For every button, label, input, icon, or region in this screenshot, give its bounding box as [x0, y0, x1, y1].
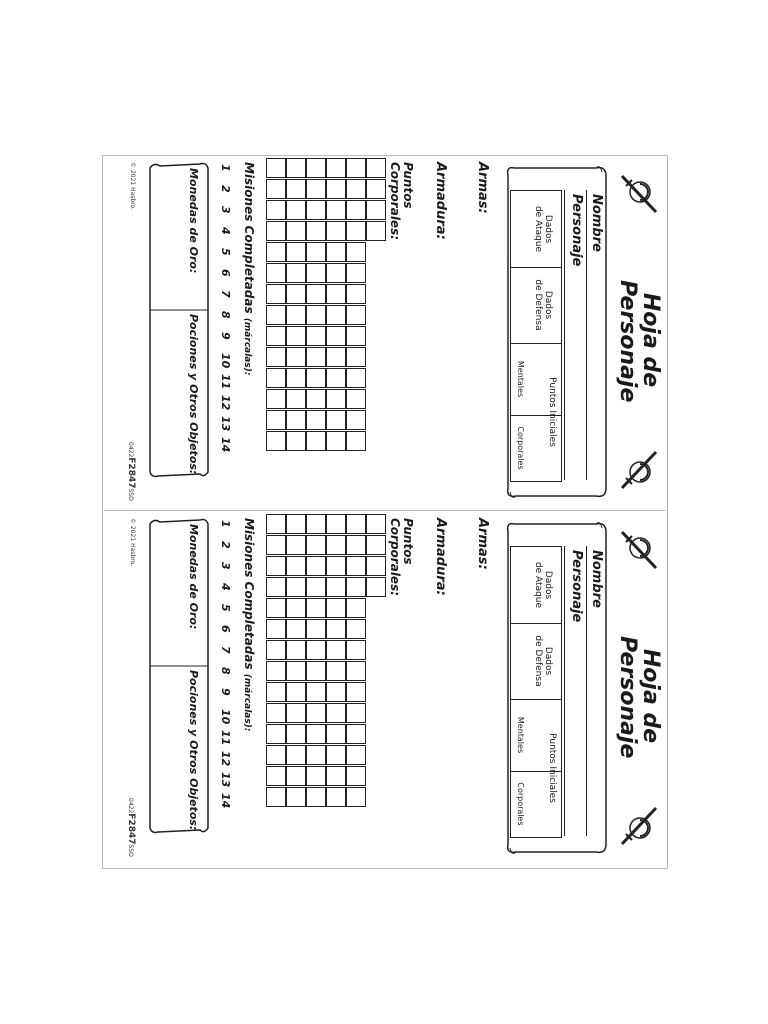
- mission-numbers: [216, 518, 232, 818]
- body-point-box[interactable]: [306, 766, 326, 786]
- body-point-box[interactable]: [266, 158, 286, 178]
- body-point-box[interactable]: [346, 284, 366, 304]
- defensa-cell: [511, 623, 561, 700]
- sheet-rotated: [104, 512, 666, 866]
- body-point-box[interactable]: [266, 640, 286, 660]
- body-point-box[interactable]: [306, 431, 326, 451]
- mission-number: 8: [219, 311, 232, 319]
- body-point-box[interactable]: [366, 221, 386, 241]
- body-point-box[interactable]: [266, 179, 286, 199]
- body-point-box[interactable]: [306, 263, 326, 283]
- personaje-line: [564, 190, 565, 480]
- defensa-label: Dados de Defensa: [533, 279, 553, 331]
- mission-number: 13: [219, 416, 232, 432]
- nombre-label: Nombre: [589, 550, 604, 608]
- defensa-label: Dados de Defensa: [533, 635, 553, 687]
- body-point-box[interactable]: [346, 661, 366, 681]
- mission-number: 13: [219, 772, 232, 788]
- body-point-box[interactable]: [306, 640, 326, 660]
- body-point-box[interactable]: [346, 347, 366, 367]
- body-point-box[interactable]: [286, 787, 306, 807]
- body-point-box[interactable]: [286, 745, 306, 765]
- body-point-box[interactable]: [286, 431, 306, 451]
- body-point-box[interactable]: [346, 305, 366, 325]
- personaje-label: Personaje: [569, 550, 584, 623]
- body-point-box[interactable]: [346, 640, 366, 660]
- body-point-box[interactable]: [286, 284, 306, 304]
- body-point-box[interactable]: [326, 535, 346, 555]
- body-point-box[interactable]: [266, 745, 286, 765]
- nombre-line: [586, 190, 587, 480]
- copyright: © 2021 Hasbro.: [129, 518, 136, 567]
- body-point-box[interactable]: [326, 179, 346, 199]
- body-point-box[interactable]: [326, 787, 346, 807]
- body-point-box[interactable]: [306, 535, 326, 555]
- mission-number: 6: [219, 269, 232, 277]
- body-point-box[interactable]: [266, 326, 286, 346]
- body-point-box[interactable]: [266, 661, 286, 681]
- sheet-rotated: [104, 156, 666, 510]
- mentales-label: Mentales: [516, 360, 525, 398]
- body-point-box[interactable]: [326, 263, 346, 283]
- body-point-box[interactable]: [366, 577, 386, 597]
- body-point-box[interactable]: [346, 326, 366, 346]
- mission-number: 7: [219, 290, 232, 298]
- body-point-box[interactable]: [326, 724, 346, 744]
- body-point-box[interactable]: [306, 242, 326, 262]
- body-point-box[interactable]: [266, 556, 286, 576]
- body-point-box[interactable]: [286, 619, 306, 639]
- body-point-box[interactable]: [326, 158, 346, 178]
- mission-number: 2: [219, 541, 232, 549]
- body-point-box[interactable]: [286, 598, 306, 618]
- body-point-box[interactable]: [306, 661, 326, 681]
- body-point-box[interactable]: [346, 598, 366, 618]
- mission-number: 5: [219, 604, 232, 612]
- armas-label: Armas:: [475, 162, 490, 214]
- body-point-box[interactable]: [346, 263, 366, 283]
- body-point-box[interactable]: [306, 326, 326, 346]
- misiones-label: Misiones Completadas (márcalas):: [242, 162, 256, 376]
- body-point-box[interactable]: [306, 745, 326, 765]
- body-point-box[interactable]: [366, 200, 386, 220]
- body-point-box[interactable]: [266, 221, 286, 241]
- mission-number: 10: [219, 709, 232, 725]
- body-point-box[interactable]: [366, 535, 386, 555]
- body-point-box[interactable]: [286, 347, 306, 367]
- body-point-box[interactable]: [286, 682, 306, 702]
- mission-number: 5: [219, 248, 232, 256]
- body-point-box[interactable]: [286, 640, 306, 660]
- character-sheet-bottom: [104, 512, 666, 866]
- body-point-box[interactable]: [326, 347, 346, 367]
- body-point-box[interactable]: [306, 158, 326, 178]
- body-point-box[interactable]: [266, 389, 286, 409]
- body-point-box[interactable]: [326, 200, 346, 220]
- mission-number: 1: [219, 164, 232, 172]
- body-point-box[interactable]: [326, 368, 346, 388]
- armadura-label: Armadura:: [433, 518, 448, 596]
- body-point-box[interactable]: [266, 368, 286, 388]
- body-point-box[interactable]: [286, 556, 306, 576]
- body-point-box[interactable]: [306, 514, 326, 534]
- body-point-box[interactable]: [346, 368, 366, 388]
- body-point-box[interactable]: [266, 682, 286, 702]
- body-point-box[interactable]: [286, 158, 306, 178]
- body-point-box[interactable]: [286, 305, 306, 325]
- body-point-box[interactable]: [266, 431, 286, 451]
- body-point-box[interactable]: [326, 514, 346, 534]
- stats-table: [510, 546, 562, 838]
- armas-label: Armas:: [475, 518, 490, 570]
- body-point-box[interactable]: [326, 284, 346, 304]
- body-point-box[interactable]: [326, 766, 346, 786]
- mission-number: 4: [219, 583, 232, 591]
- corporales-label: Corporales: [516, 782, 525, 826]
- mission-number: 11: [219, 730, 232, 746]
- body-point-box[interactable]: [326, 431, 346, 451]
- body-point-box[interactable]: [266, 242, 286, 262]
- body-point-box[interactable]: [306, 200, 326, 220]
- sword-shield-icon: [618, 804, 662, 848]
- body-point-box[interactable]: [286, 200, 306, 220]
- product-code: 0422F2847SSO: [126, 442, 136, 501]
- body-point-box[interactable]: [306, 598, 326, 618]
- body-point-box[interactable]: [346, 535, 366, 555]
- personaje-label: Personaje: [569, 194, 584, 267]
- body-point-box[interactable]: [306, 556, 326, 576]
- sword-shield-icon: [618, 528, 662, 572]
- body-point-box[interactable]: [306, 347, 326, 367]
- mission-number: 3: [219, 562, 232, 570]
- page-title: Hoja de Personaje: [615, 636, 663, 759]
- body-point-box[interactable]: [306, 368, 326, 388]
- body-points-grid: [266, 514, 390, 810]
- product-code: 0422F2847SSO: [126, 798, 136, 857]
- puntos-corporales-label: Puntos Corporales:: [388, 518, 415, 597]
- mission-number: 6: [219, 625, 232, 633]
- body-point-box[interactable]: [346, 389, 366, 409]
- puntos-corporales-label: Puntos Corporales:: [388, 162, 415, 241]
- body-point-box[interactable]: [346, 242, 366, 262]
- mission-number: 8: [219, 667, 232, 675]
- body-point-box[interactable]: [326, 640, 346, 660]
- body-point-box[interactable]: [326, 661, 346, 681]
- body-point-box[interactable]: [346, 745, 366, 765]
- body-point-box[interactable]: [326, 703, 346, 723]
- body-point-box[interactable]: [346, 787, 366, 807]
- ataque-label: Dados de Ataque: [533, 205, 553, 253]
- body-point-box[interactable]: [346, 577, 366, 597]
- body-point-box[interactable]: [326, 305, 346, 325]
- body-point-box[interactable]: [286, 535, 306, 555]
- misiones-label: Misiones Completadas (márcalas):: [242, 518, 256, 732]
- body-point-box[interactable]: [326, 410, 346, 430]
- body-point-box[interactable]: [326, 577, 346, 597]
- body-point-box[interactable]: [286, 410, 306, 430]
- body-point-box[interactable]: [306, 284, 326, 304]
- body-point-box[interactable]: [266, 577, 286, 597]
- body-point-box[interactable]: [306, 787, 326, 807]
- body-point-box[interactable]: [326, 389, 346, 409]
- stats-table: [510, 190, 562, 482]
- mission-numbers: [216, 162, 232, 462]
- body-point-box[interactable]: [286, 326, 306, 346]
- body-point-box[interactable]: [286, 368, 306, 388]
- body-point-box[interactable]: [326, 556, 346, 576]
- body-point-box[interactable]: [326, 221, 346, 241]
- body-point-box[interactable]: [326, 598, 346, 618]
- corporales-label: Corporales: [516, 426, 525, 470]
- body-point-box[interactable]: [266, 514, 286, 534]
- body-point-box[interactable]: [346, 410, 366, 430]
- body-point-box[interactable]: [266, 263, 286, 283]
- body-point-box[interactable]: [266, 305, 286, 325]
- body-point-box[interactable]: [326, 745, 346, 765]
- body-point-box[interactable]: [306, 179, 326, 199]
- puntos-iniciales-label: Puntos Iniciales: [547, 377, 557, 447]
- body-point-box[interactable]: [346, 431, 366, 451]
- body-point-box[interactable]: [306, 724, 326, 744]
- body-point-box[interactable]: [306, 577, 326, 597]
- body-point-box[interactable]: [366, 179, 386, 199]
- body-point-box[interactable]: [286, 766, 306, 786]
- body-points-grid: [266, 158, 390, 454]
- body-point-box[interactable]: [306, 389, 326, 409]
- nombre-label: Nombre: [589, 194, 604, 252]
- body-point-box[interactable]: [346, 200, 366, 220]
- mission-number: 3: [219, 206, 232, 214]
- body-point-box[interactable]: [266, 766, 286, 786]
- defensa-cell: [511, 267, 561, 344]
- armadura-label: Armadura:: [433, 162, 448, 240]
- body-point-box[interactable]: [346, 221, 366, 241]
- body-point-box[interactable]: [286, 661, 306, 681]
- body-point-box[interactable]: [266, 284, 286, 304]
- mission-number: 14: [219, 793, 232, 809]
- ataque-label: Dados de Ataque: [533, 561, 553, 609]
- body-point-box[interactable]: [266, 410, 286, 430]
- mission-number: 9: [219, 332, 232, 340]
- body-point-box[interactable]: [266, 619, 286, 639]
- body-point-box[interactable]: [266, 703, 286, 723]
- body-point-box[interactable]: [346, 556, 366, 576]
- monedas-label: Monedas de Oro:: [187, 168, 200, 274]
- body-point-box[interactable]: [286, 514, 306, 534]
- monedas-label: Monedas de Oro:: [187, 524, 200, 630]
- body-point-box[interactable]: [306, 619, 326, 639]
- body-point-box[interactable]: [266, 200, 286, 220]
- body-point-box[interactable]: [286, 724, 306, 744]
- mission-number: 4: [219, 227, 232, 235]
- puntos-iniciales-label: Puntos Iniciales: [547, 733, 557, 803]
- mission-number: 14: [219, 437, 232, 453]
- body-point-box[interactable]: [346, 179, 366, 199]
- body-point-box[interactable]: [266, 598, 286, 618]
- inventory-scroll: [148, 160, 210, 480]
- body-point-box[interactable]: [286, 221, 306, 241]
- body-point-box[interactable]: [366, 158, 386, 178]
- mission-number: 12: [219, 751, 232, 767]
- body-point-box[interactable]: [366, 556, 386, 576]
- body-point-box[interactable]: [286, 242, 306, 262]
- body-point-box[interactable]: [306, 410, 326, 430]
- body-point-box[interactable]: [346, 703, 366, 723]
- body-point-box[interactable]: [346, 766, 366, 786]
- body-point-box[interactable]: [326, 242, 346, 262]
- mission-number: 9: [219, 688, 232, 696]
- body-point-box[interactable]: [286, 703, 306, 723]
- copyright: © 2021 Hasbro.: [129, 162, 136, 211]
- mentales-label: Mentales: [516, 716, 525, 754]
- ataque-cell: [511, 191, 561, 268]
- sheet-divider: [104, 510, 666, 511]
- nombre-line: [586, 546, 587, 836]
- page-title: Hoja de Personaje: [615, 280, 663, 403]
- body-point-box[interactable]: [346, 724, 366, 744]
- sword-shield-icon: [618, 448, 662, 492]
- body-point-box[interactable]: [286, 577, 306, 597]
- character-sheet-top: [104, 156, 666, 510]
- body-point-box[interactable]: [346, 514, 366, 534]
- mission-number: 2: [219, 185, 232, 193]
- pociones-label: Pociones y Otros Objetos:: [187, 314, 200, 475]
- body-point-box[interactable]: [346, 682, 366, 702]
- body-point-box[interactable]: [366, 514, 386, 534]
- pociones-label: Pociones y Otros Objetos:: [187, 670, 200, 831]
- body-point-box[interactable]: [286, 263, 306, 283]
- mission-number: 1: [219, 520, 232, 528]
- body-point-box[interactable]: [346, 158, 366, 178]
- body-point-box[interactable]: [266, 347, 286, 367]
- body-point-box[interactable]: [306, 703, 326, 723]
- body-point-box[interactable]: [306, 305, 326, 325]
- body-point-box[interactable]: [326, 682, 346, 702]
- mission-number: 11: [219, 374, 232, 390]
- mission-number: 12: [219, 395, 232, 411]
- inventory-scroll: [148, 516, 210, 836]
- body-point-box[interactable]: [306, 221, 326, 241]
- personaje-line: [564, 546, 565, 836]
- body-point-box[interactable]: [286, 179, 306, 199]
- body-point-box[interactable]: [266, 535, 286, 555]
- body-point-box[interactable]: [326, 619, 346, 639]
- body-point-box[interactable]: [286, 389, 306, 409]
- ataque-cell: [511, 547, 561, 624]
- sword-shield-icon: [618, 172, 662, 216]
- body-point-box[interactable]: [346, 619, 366, 639]
- mission-number: 10: [219, 353, 232, 369]
- body-point-box[interactable]: [306, 682, 326, 702]
- body-point-box[interactable]: [266, 787, 286, 807]
- body-point-box[interactable]: [326, 326, 346, 346]
- mission-number: 7: [219, 646, 232, 654]
- body-point-box[interactable]: [266, 724, 286, 744]
